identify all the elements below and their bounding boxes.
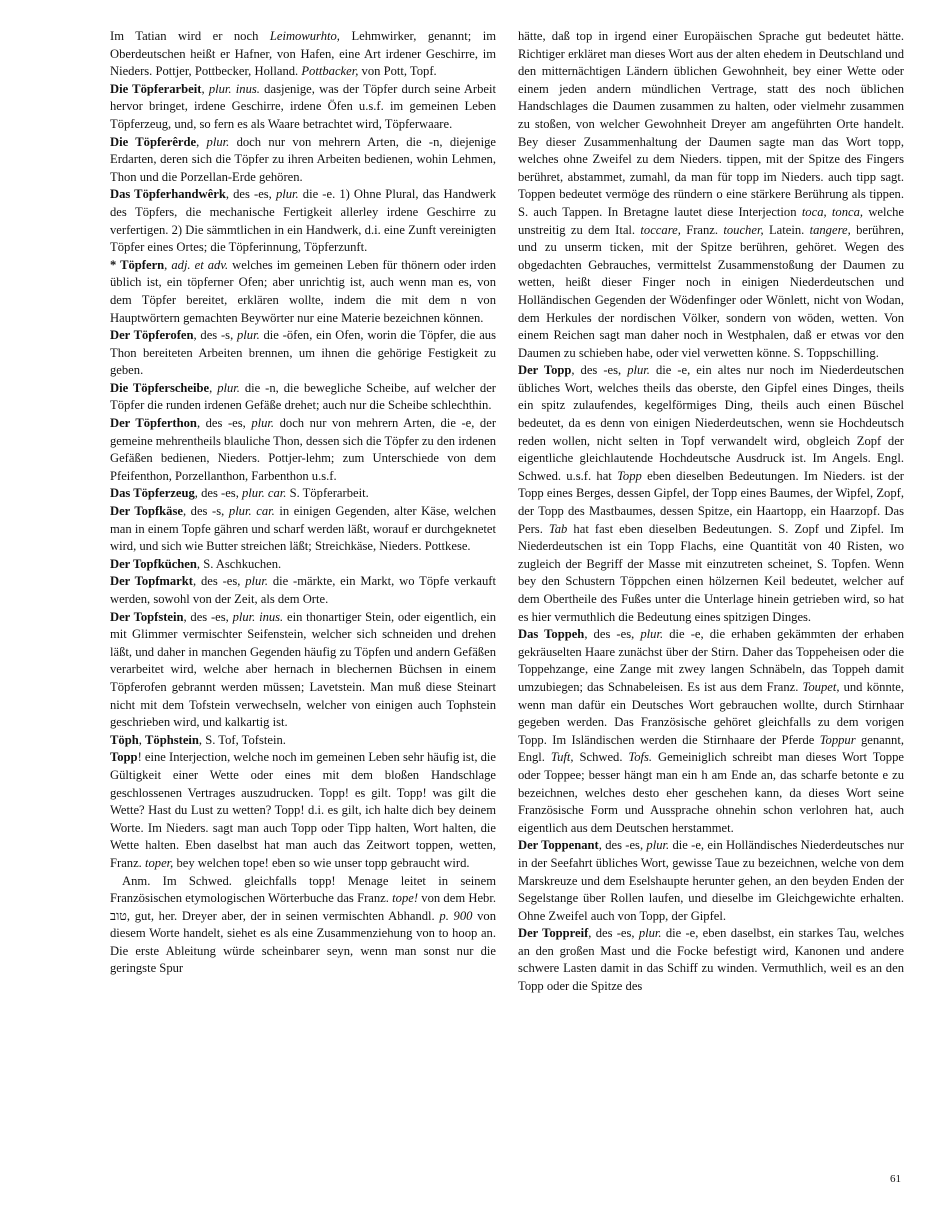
italic-text: plur. inus. [232, 609, 284, 624]
entry-text: Gemeiniglich schreibt man dieses Wort Toppe oder Toppee; besser hängt man ein h am Ende an, das scharfe betonte e zu bezeichnen, welches desto eher geschehen kann, da dieses Wort seine Französische Form und Aussprache ohnehin schon verlohren hat, auch eigentlich aus dem Deutschen herstammet. [518, 750, 904, 835]
entry-text: welches im gemeinen Leben für thönern oder irden üblich ist, ein töpferner Ofen; aber unrichtig ist, auch wenn man es, von dem Töpfer bereitet, erklären wollte, indem die mit dem n von Hauptwörtern gemachten Beywörter nur eine Materie bezeichnen können. [110, 257, 496, 325]
page-number: 61 [890, 1173, 901, 1185]
entry-text: hätte, daß top in irgend einer Europäischen Sprache gut bedeutet hätte. Richtiger erkläret man dieses Wort aus der alten ehedem in Deutschland und den mitternächtigen Ländern üblichen Gewohnheit, bey einer Wette oder einem jeden andern mündlichen Vertrage, statt des noch üblichen Handschlages die Daumen zusammen zu halten, oder vielmehr zusammen zu stoßen, von welcher Gewohnheit Dreyer am angeführten Orte handelt. Bey dieser Zusammenhaltung der Daumen sagte man das Wort topp, welches ohne Zweifel zu dem Nieders. tippen, mit der Spitze des Fingers berühret, abstammet, zumahl, da man für topp im Nieders. auch tipp sagt. Toppen bedeutet vermöge des ründern o eine stärkere Berührung als tippen. S. auch Tappen. In Bretagne lautet diese Interjection [518, 29, 904, 219]
entry-text: , [164, 257, 172, 272]
dictionary-entry [110, 186, 496, 256]
italic-text: plur. [217, 380, 240, 395]
headword: Die Töpferêrde [110, 134, 197, 149]
left-column [110, 28, 496, 978]
headword: Der Topp [518, 363, 572, 378]
annotation-paragraph [110, 873, 496, 979]
headword: Topp [110, 750, 138, 765]
italic-text: Tofs. [628, 750, 653, 765]
italic-text: plur. [275, 187, 299, 202]
headword: Töph [110, 732, 139, 747]
headword: Der Toppenant [518, 838, 599, 853]
entry-text: , des -es, [598, 838, 647, 853]
dictionary-entry [110, 485, 496, 503]
italic-text: plur. [245, 574, 268, 589]
dictionary-entry [110, 28, 496, 81]
italic-text: toccare, [640, 222, 681, 237]
entry-text: die -e, ein Holländisches Niederdeutsches nur in der Seefahrt übliches Wort, gewisse Taue zu bezeichnen, welche von dem Marskreuze und dem Eselshaupte herunter gehen, an den beyden Enden der Segelstange über Rollen laufen, und dieselbe im Gleichgewichte erhalten. Ohne Zweifel auch von Topp, der Gipfel. [518, 838, 904, 923]
dictionary-entry [518, 837, 904, 925]
italic-text: plur. [638, 926, 662, 941]
headword: Der Töpferthon [110, 416, 197, 431]
italic-text: Toupet, [802, 679, 840, 694]
italic-text: toca, tonca, [801, 204, 864, 219]
entry-text: , [196, 134, 207, 149]
dictionary-entry [110, 327, 496, 380]
headword: Das Toppeh [518, 627, 585, 642]
entry-text: die -e, eben daselbst, ein starkes Tau, welches an den großen Mast und die Focke befestigt wird, Kanonen und andere schwere Lasten damit in das Schiff zu winden. Vermuthlich, weil es an den Topp oder die Spitze des [518, 926, 904, 994]
entry-text: , [201, 81, 209, 96]
dictionary-entry [110, 556, 496, 574]
dictionary-entry [110, 81, 496, 134]
entry-text: dasjenige, was der Töpfer durch seine Arbeit hervor bringet, irdene Geschirre, irdene Öfen u.s.f. im gemeinen Leben Töpferzeug, und, so fern es als Waare betrachtet wird, Töpferwaare. [110, 81, 496, 131]
headword: Der Topfmarkt [110, 574, 193, 589]
entry-text: doch nur von mehrern Arten, die -n, diejenige Erdarten, deren sich die Töpfer zu ihren Arbeiten bedienen, wohin Lehmen, Thon und die Porzellan-Erde gehören. [110, 134, 496, 184]
entry-text: und könnte, wenn man dafür ein Deutsches Wort gebrauchen wollte, durch Stirnhaar gegeben werden. Das Französische gehöret gleichfalls zu dem vorigen Topp. Im Isländischen werden die Stirnhaare der Pferde [518, 679, 904, 747]
italic-text: Pottbacker, [301, 64, 359, 79]
dictionary-entry [110, 732, 496, 750]
italic-text: plur. car. [228, 504, 275, 519]
italic-text: plur. [627, 363, 650, 378]
entry-text: von dem Hebr. טוב, gut, her. Dreyer aber, der in seinen vermischten Abhandl. [110, 891, 496, 923]
headword: Die Töpferscheibe [110, 380, 210, 395]
italic-text: plur. [206, 134, 230, 149]
entry-text: Anm. Im Schwed. gleichfalls topp! Menage leitet in seinem Französischen etymologischen Wörterbuche das Franz. [110, 873, 496, 906]
dictionary-entry [518, 28, 904, 362]
entry-text: , des -es, [584, 627, 641, 642]
italic-text: toucher, [723, 222, 764, 237]
entry-text: die -öfen, ein Ofen, worin die Töpfer, die aus Thon bereiteten Arbeiten brennen, um ihnen die gehörige Festigkeit zu geben. [110, 328, 496, 378]
entry-text: berühren, und zu unserm ticken, mit der Spitze berühren, gehöret. Wegen des obgedachten Gebrauches, vermittelst Zusammenstoßung der Daumen zu wetten, heißt dieser Finger noch in einigen Niederdeutschen und Holländischen Gegenden der Wödenfinger oder Wönlett, nicht von Wodan, dem Herkules der nordischen Völker, sondern von wöden, wetten. Von einem Reichen sagt man daher noch in Westphalen, daß er etwas vor den Daumen zu schieben habe, oder viel verwetten könne. S. Toppschilling. [518, 222, 904, 360]
entry-text: , des -es, [571, 363, 628, 378]
entry-text: welche unstreitig zu dem Ital. [518, 204, 905, 237]
headword: Töphstein [145, 732, 199, 747]
entry-text: die -e, ein altes nur noch im Niederdeutschen übliches Wort, welches theils das oberste, den Gipfel eines Dinges, theils ein spitz zulaufendes, kegelförmiges Ding, theils auch einen Büschel bedeutet, da es denn von einigen Niederdeutschen, wenn sie Hochdeutsch reden wollen, nicht selten in Topf verwandelt wird, obgleich Zopf der eigentliche gleichlautende Hochdeutsche Ausdruck ist. Im Angels. Engl. Schwed. u.s.f. hat [518, 363, 905, 483]
dictionary-entry [110, 257, 496, 327]
entry-text: die -märkte, ein Markt, wo Töpfe verkauft werden, sowohl von der Zeit, als dem Orte. [110, 574, 497, 606]
entry-text: , [138, 732, 146, 747]
dictionary-entry [110, 415, 496, 485]
headword: Die Töpferarbeit [110, 81, 202, 96]
entry-text: , des -es, [196, 416, 252, 431]
entry-text: bey welchen tope! eben so wie unser topp gebraucht wird. [173, 855, 470, 870]
italic-text: Topp [617, 468, 642, 483]
entry-text: Im Tatian wird er noch [110, 29, 270, 43]
headword: * Töpfern [110, 257, 165, 272]
dictionary-entry [518, 925, 904, 995]
entry-text: von Pott, Topf. [358, 64, 437, 79]
italic-text: tope! [392, 891, 419, 906]
italic-text: plur. [646, 838, 670, 853]
italic-text: Tab [548, 521, 568, 536]
entry-text: Schwed. [573, 750, 629, 765]
italic-text: plur. [251, 416, 275, 431]
entry-text: ein thonartiger Stein, oder eigentlich, ein mit Glimmer vermischter Seifenstein, welcher sich schneiden und drehen läßt, und daher in manchen Gegenden häufig zu Töpfen und andern Gefäßen verarbeitet wird, welche aber hernach in blechernen Büchsen in einem Töpferofen gebrannt werden müssen; Lavetstein. Man muß diese Steinart nicht mit dem Tofstein verwechseln, welcher von einigen auch Tophstein geschrieben wird, und kalkartig ist. [110, 609, 496, 730]
italic-text: plur. [236, 328, 260, 343]
entry-text: Franz. [680, 222, 724, 237]
italic-text: toper, [144, 855, 174, 870]
italic-text: Leimowurhto, [269, 29, 340, 43]
dictionary-entry [110, 380, 496, 415]
dictionary-entry [518, 626, 904, 837]
dictionary-entry [518, 362, 904, 626]
entry-text: , des -s, [193, 328, 237, 343]
entry-text: von diesem Worte handelt, siehet es als eine Zusammenziehung von to hoop an. Die erste Ableitung würde scheinbarer seyn, wenn man sonst nur die geringste Spur [110, 908, 496, 976]
entry-text: , des -es, [192, 574, 246, 589]
italic-text: plur. car. [242, 486, 287, 501]
entry-text: in einigen Gegenden, alter Käse, welchen man in einem Topfe gähren und scharf werden läßt, worauf er durchgeknetet wird, und sich wie Butter streichen läßt; Streichkäse, Nieders. Pottkese. [110, 504, 497, 554]
dictionary-entry [110, 134, 496, 187]
entry-text: genannt, Engl. [518, 732, 904, 765]
entry-text: , S. Tof, Tofstein. [198, 732, 286, 747]
italic-text: plur. [640, 627, 664, 642]
entry-text: , des -es, [183, 609, 233, 624]
entry-text: die -e, die erhaben gekämmten der erhaben gekräuselten Haare zunächst über der Stirn. Daher das Toppeheisen oder die Toppehzange, eine Zange mit zwey langen Schnäbeln, das Toppeh damit umzubiegen; das Schnabeleisen. Es ist aus dem Franz. [518, 627, 905, 694]
italic-text: p. 900 [439, 908, 473, 923]
entry-text: doch nur von mehrern Arten, die -e, der gemeine mehrentheils blauliche Thon, dessen sich die Töpfer zu den irdenen Gefäßen bedienen, Nieders. Pottjer-lehm; zum Unterschiede von dem Pfeifenthon, Porzellanthon, Farbenthon u.s.f. [110, 416, 497, 483]
dictionary-entry [110, 749, 496, 872]
italic-text: tangere, [809, 222, 851, 237]
headword: Der Topfstein [110, 609, 184, 624]
dictionary-entry [110, 503, 496, 556]
entry-text: Latein. [763, 222, 810, 237]
entry-text: , [209, 380, 218, 395]
entry-text: ! eine Interjection, welche noch im gemeinen Leben sehr häufig ist, die Gültigkeit einer Wette oder eines mit dem bloßen Handschlage geschlossenen Vertrages auszudrucken. Topp! es gilt. Topp! was gilt die Wette? Hast du Lust zu wetten? Topp! d.i. es gilt, ich halte dich bey deinem Worte. Im Nieders. sagt man auch Topp oder Tipp halten, Wort halten, die Wette halten. Eben daselbst hat man auch das Zeitwort toppen, wetten, Franz. [110, 750, 496, 870]
italic-text: Toppur [819, 732, 856, 747]
entry-text: die -e. 1) Ohne Plural, das Handwerk des Töpfers, die mechanische Fertigkeit allerley irdene Geschirre zu verfertigen. 2) Die sämmtlichen in ein Handwerk, d.i. eine Zunft vereinigten Töpfer eines Ortes; die Töpferinnung, Töpferzunft. [110, 187, 496, 255]
entry-text: die -n, die bewegliche Scheibe, auf welcher der Töpfer die runden irdenen Gefäße drehet; auch nur die Scheibe schlechthin. [110, 380, 497, 413]
headword: Der Topfkäse [110, 504, 183, 519]
entry-text: Lehmwirker, genannt; im Oberdeutschen heißt er Hafner, von Hafen, eine Art irdener Geschirre, im Nieders. Pottjer, Pottbecker, Holland. [110, 29, 496, 79]
headword: Der Töpferofen [110, 328, 194, 343]
entry-text: , des -es, [588, 926, 639, 941]
headword: Das Töpferzeug [110, 486, 195, 501]
headword: Der Toppreif [518, 926, 589, 941]
italic-text: plur. inus. [208, 81, 260, 96]
entry-text: , des -es, [225, 187, 276, 202]
entry-text: , des -s, [182, 504, 229, 519]
entry-text: eben dieselben Bedeutungen. Im Nieders. ist der Topp eines Berges, dessen Gipfel, der Topp eines Baumes, der Wipfel, Zopf, der Topp des Mastbaumes, dessen Spitze, ein Haartopp, ein Haarzopf. Das Pers. [518, 468, 904, 536]
entry-text: , des -es, [194, 486, 242, 501]
entry-text: , S. Aschkuchen. [196, 556, 282, 571]
italic-text: Tuft, [550, 750, 574, 765]
entry-text: S. Töpferarbeit. [286, 486, 369, 501]
right-column [518, 28, 904, 996]
headword: Das Töpferhandwêrk [110, 187, 226, 202]
dictionary-entry [110, 609, 496, 732]
entry-text: hat fast eben dieselben Bedeutungen. S. Zopf und Zipfel. Im Niederdeutschen ist ein Topp Flachs, eine Quantität von 40 Risten, wo zugleich der Begriff der Masse mit einzutreten scheinet, S. Topfen. Wenn bey den Schustern Töppchen einen hölzernen Keil bedeutet, welcher auf dem Obertheile des Fußes unter die Unterlage hinein getrieben wird, so hat es hier vermuthlich die Bedeutung eines spitzigen Dinges. [518, 521, 904, 624]
italic-text: adj. et adv. [171, 257, 229, 272]
headword: Der Topfküchen [110, 556, 197, 571]
dictionary-entry [110, 573, 496, 608]
